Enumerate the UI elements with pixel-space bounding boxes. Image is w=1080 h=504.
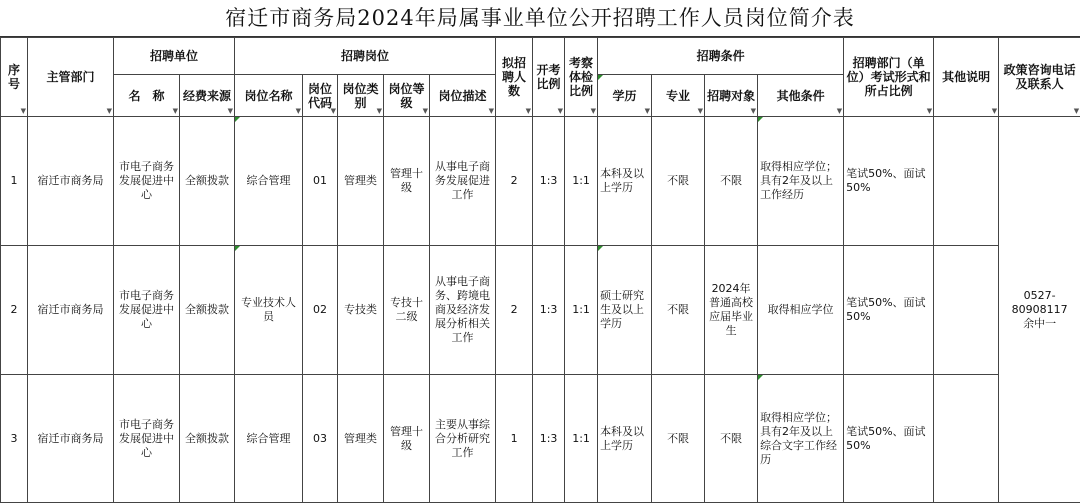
- header-exam-ratio: 开考比例 ▼: [533, 38, 565, 117]
- header-count: 拟招聘人数 ▼: [496, 38, 533, 117]
- header-education: 学历 ▼: [598, 75, 652, 117]
- header-post-desc: 岗位描述 ▼: [430, 75, 496, 117]
- dropdown-arrow-icon[interactable]: ▼: [1073, 107, 1080, 115]
- dropdown-arrow-icon[interactable]: ▼: [488, 107, 495, 115]
- cell-major: 不限: [652, 117, 705, 246]
- cell-check-ratio: 1:1: [565, 375, 598, 503]
- table-row: [1, 375, 1080, 503]
- header-other-note: 其他说明 ▼: [934, 38, 999, 117]
- cell-post-name: 综合管理: [235, 375, 303, 503]
- dropdown-arrow-icon[interactable]: ▼: [106, 107, 112, 115]
- table-title: 宿迁市商务局2024年局属事业单位公开招聘工作人员岗位简介表: [0, 0, 1080, 37]
- dropdown-arrow-icon[interactable]: ▼: [590, 107, 597, 115]
- cell-level: 管理十级: [384, 117, 430, 246]
- cell-other-cond: 取得相应学位；具有2年及以上工作经历: [758, 117, 844, 246]
- cell-check-ratio: 1:1: [565, 117, 598, 246]
- dropdown-arrow-icon[interactable]: ▼: [525, 107, 532, 115]
- header-contact: 政策咨询电话及联系人 ▼: [999, 38, 1080, 117]
- green-corner-marker-icon: [235, 117, 240, 122]
- dropdown-arrow-icon[interactable]: ▼: [295, 107, 302, 115]
- cell-level: 管理十级: [384, 375, 430, 503]
- green-corner-marker-icon: [758, 117, 763, 122]
- table-row: [1, 246, 1080, 375]
- cell-code: 03: [303, 375, 338, 503]
- cell-unit: 市电子商务发展促进中心: [114, 375, 180, 503]
- header-other-cond: 其他条件 ▼: [758, 75, 844, 117]
- header-dept: 主管部门 ▼: [28, 38, 114, 117]
- recruitment-table: [0, 37, 1080, 503]
- cell-target: 2024年普通高校应届毕业生: [705, 246, 758, 375]
- cell-target: 不限: [705, 375, 758, 503]
- cell-post-name: 专业技术人员: [235, 246, 303, 375]
- cell-type: 管理类: [338, 117, 384, 246]
- dropdown-arrow-icon[interactable]: ▼: [750, 107, 757, 115]
- cell-dept: 宿迁市商务局: [28, 246, 114, 375]
- cell-other-cond: 取得相应学位；具有2年及以上综合文字工作经历: [758, 375, 844, 503]
- green-corner-marker-icon: [758, 375, 763, 380]
- cell-seq: 2: [1, 246, 28, 375]
- cell-exam-form: 笔试50%、面试50%: [844, 375, 934, 503]
- cell-education: 本科及以上学历: [598, 375, 652, 503]
- dropdown-arrow-icon[interactable]: ▼: [697, 107, 704, 115]
- cell-exam-ratio: 1:3: [533, 117, 565, 246]
- dropdown-arrow-icon[interactable]: ▼: [991, 107, 998, 115]
- cell-education: 本科及以上学历: [598, 117, 652, 246]
- header-post-name: 岗位名称 ▼: [235, 75, 303, 117]
- header-seq: 序号 ▼: [1, 38, 28, 117]
- cell-contact: [999, 117, 1080, 503]
- cell-dept: 宿迁市商务局: [28, 375, 114, 503]
- cell-funding: 全额拨款: [180, 246, 235, 375]
- header-post-group: 招聘岗位: [235, 38, 496, 75]
- cell-type: 专技类: [338, 246, 384, 375]
- dropdown-arrow-icon[interactable]: ▼: [926, 107, 933, 115]
- header-post-level: 岗位等级 ▼: [384, 75, 430, 117]
- contact-phone: 0527-80908117: [1011, 288, 1068, 316]
- header-post-type: 岗位类别 ▼: [338, 75, 384, 117]
- table-row: [1, 117, 1080, 246]
- header-exam-form: 招聘部门（单位）考试形式和所占比例 ▼: [844, 38, 934, 117]
- green-corner-marker-icon: [598, 246, 603, 251]
- header-post-code: 岗位代码 ▼: [303, 75, 338, 117]
- header-check-ratio: 考察体检比例 ▼: [565, 38, 598, 117]
- cell-target: 不限: [705, 117, 758, 246]
- dropdown-arrow-icon[interactable]: ▼: [330, 107, 337, 115]
- cell-note: [934, 117, 999, 246]
- dropdown-arrow-icon[interactable]: ▼: [836, 107, 843, 115]
- cell-note: [934, 246, 999, 375]
- cell-unit: 市电子商务发展促进中心: [114, 117, 180, 246]
- dropdown-arrow-icon[interactable]: ▼: [227, 107, 234, 115]
- contact-person: 余中一: [1023, 316, 1057, 330]
- cell-desc: 从事电子商务发展促进工作: [430, 117, 496, 246]
- green-corner-marker-icon: [598, 75, 603, 80]
- cell-seq: 1: [1, 117, 28, 246]
- dropdown-arrow-icon[interactable]: ▼: [422, 107, 429, 115]
- header-cond-group: 招聘条件: [598, 38, 844, 75]
- header-unit-group: 招聘单位: [114, 38, 235, 75]
- cell-exam-ratio: 1:3: [533, 246, 565, 375]
- cell-type: 管理类: [338, 375, 384, 503]
- header-major: 专业 ▼: [652, 75, 705, 117]
- cell-dept: 宿迁市商务局: [28, 117, 114, 246]
- cell-code: 02: [303, 246, 338, 375]
- header-funding: 经费来源 ▼: [180, 75, 235, 117]
- header-target: 招聘对象 ▼: [705, 75, 758, 117]
- cell-note: [934, 375, 999, 503]
- cell-exam-form: 笔试50%、面试50%: [844, 246, 934, 375]
- cell-funding: 全额拨款: [180, 375, 235, 503]
- cell-unit: 市电子商务发展促进中心: [114, 246, 180, 375]
- cell-major: 不限: [652, 246, 705, 375]
- cell-exam-ratio: 1:3: [533, 375, 565, 503]
- cell-count: 2: [496, 117, 533, 246]
- cell-count: 1: [496, 375, 533, 503]
- dropdown-arrow-icon[interactable]: ▼: [20, 107, 26, 115]
- dropdown-arrow-icon[interactable]: ▼: [172, 107, 178, 115]
- cell-exam-form: 笔试50%、面试50%: [844, 117, 934, 246]
- cell-check-ratio: 1:1: [565, 246, 598, 375]
- green-corner-marker-icon: [235, 246, 240, 251]
- dropdown-arrow-icon[interactable]: ▼: [376, 107, 383, 115]
- cell-desc: 从事电子商务、跨境电商及经济发展分析相关工作: [430, 246, 496, 375]
- dropdown-arrow-icon[interactable]: ▼: [557, 107, 564, 115]
- cell-education: 硕士研究生及以上学历: [598, 246, 652, 375]
- cell-other-cond: 取得相应学位: [758, 246, 844, 375]
- header-row-1: [1, 38, 1080, 75]
- cell-funding: 全额拨款: [180, 117, 235, 246]
- cell-count: 2: [496, 246, 533, 375]
- cell-desc: 主要从事综合分析研究工作: [430, 375, 496, 503]
- cell-level: 专技十二级: [384, 246, 430, 375]
- cell-post-name: 综合管理: [235, 117, 303, 246]
- cell-major: 不限: [652, 375, 705, 503]
- header-unit-name: 名 称 ▼: [114, 75, 180, 117]
- cell-seq: 3: [1, 375, 28, 503]
- dropdown-arrow-icon[interactable]: ▼: [644, 107, 651, 115]
- cell-code: 01: [303, 117, 338, 246]
